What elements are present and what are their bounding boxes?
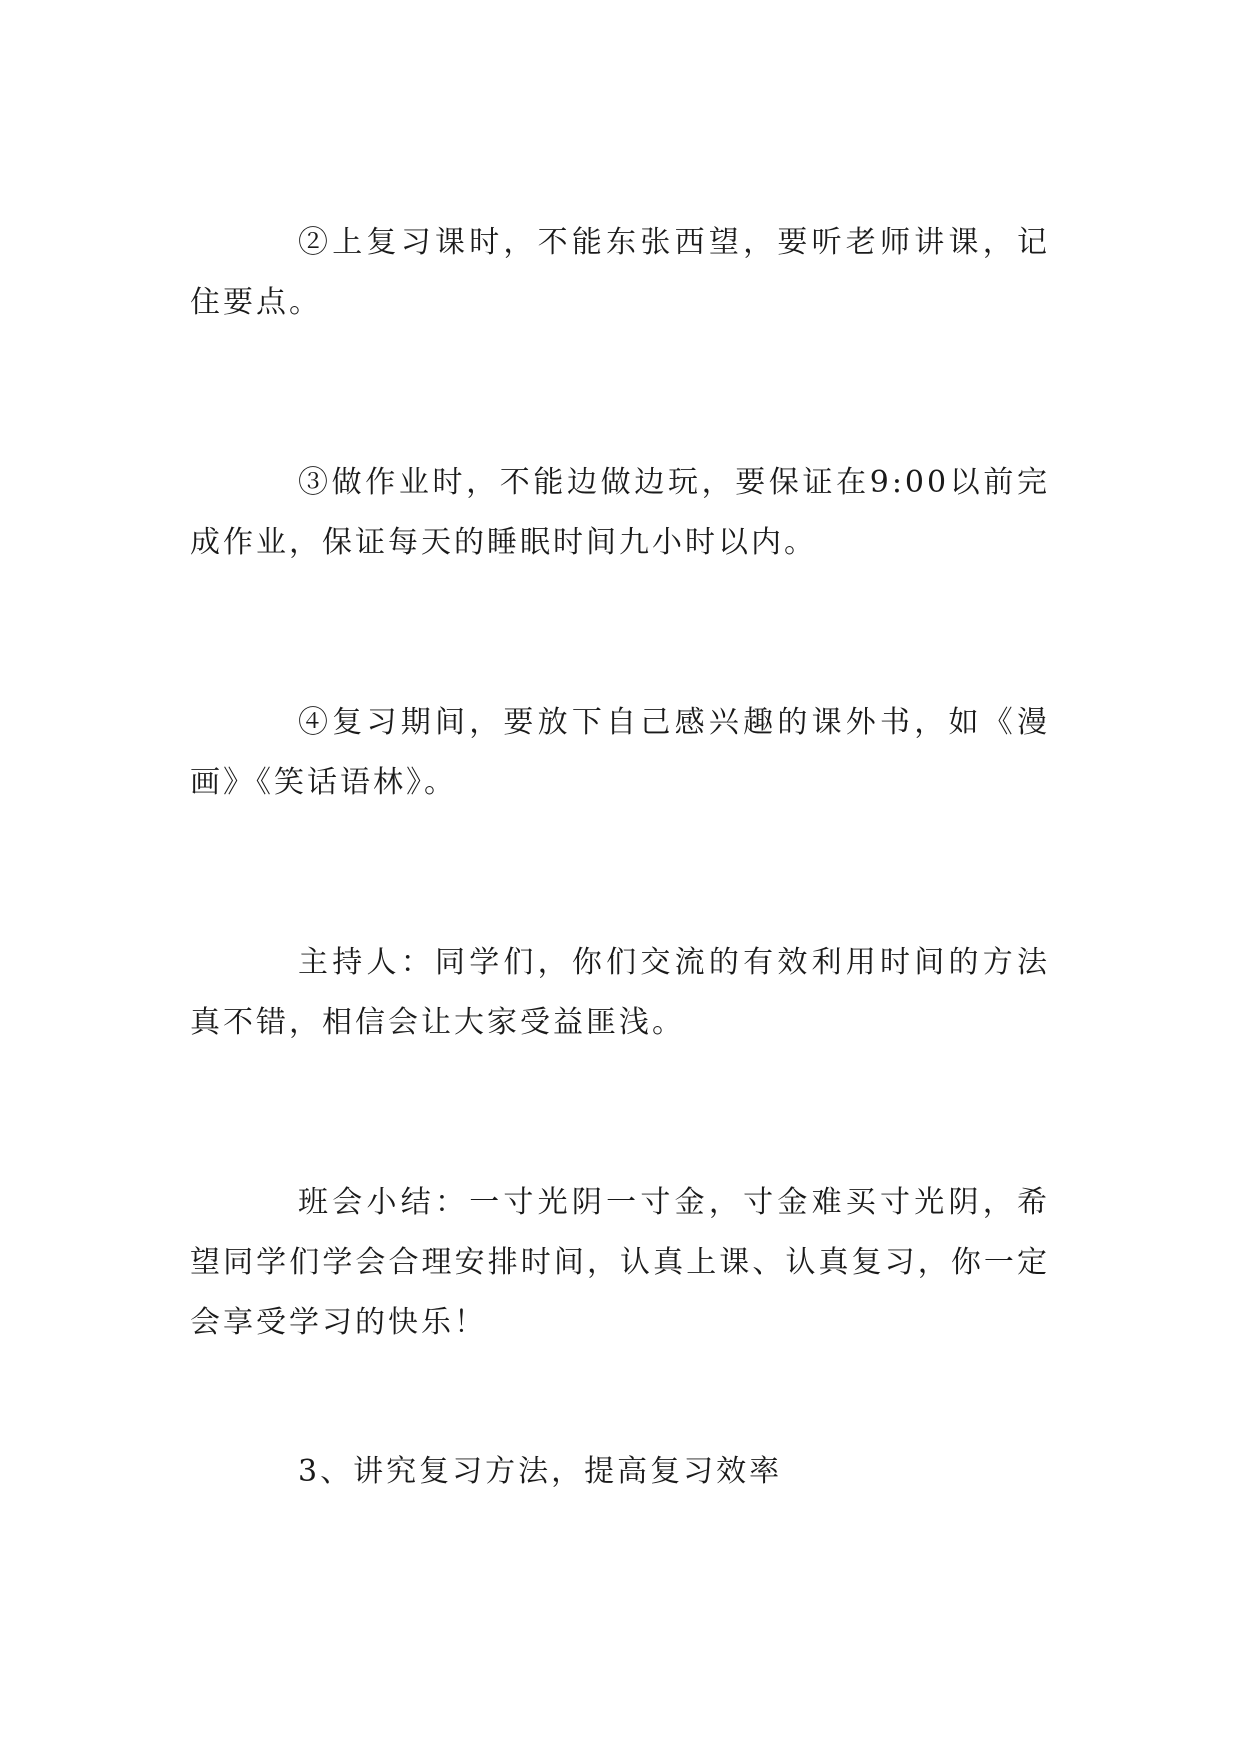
section-heading-review-methods: 3、讲究复习方法，提高复习效率 (298, 1454, 783, 1489)
paragraph-host-remarks: 主持人：同学们，你们交流的有效利用时间的方法真不错，相信会让大家受益匪浅。 (190, 945, 1050, 1040)
paragraph-extracurricular-books: ④复习期间，要放下自己感兴趣的课外书，如《漫画》《笑话语林》。 (190, 705, 1050, 800)
paragraph-meeting-summary: 班会小结：一寸光阴一寸金，寸金难买寸光阴，希望同学们学会合理安排时间，认真上课、认真复习，你一定会享受学习的快乐！ (190, 1185, 1050, 1340)
paragraph-review-class: ②上复习课时，不能东张西望，要听老师讲课，记住要点。 (190, 225, 1050, 320)
paragraph-homework: ③做作业时，不能边做边玩，要保证在9:00以前完成作业，保证每天的睡眠时间九小时以内。 (190, 465, 1050, 560)
